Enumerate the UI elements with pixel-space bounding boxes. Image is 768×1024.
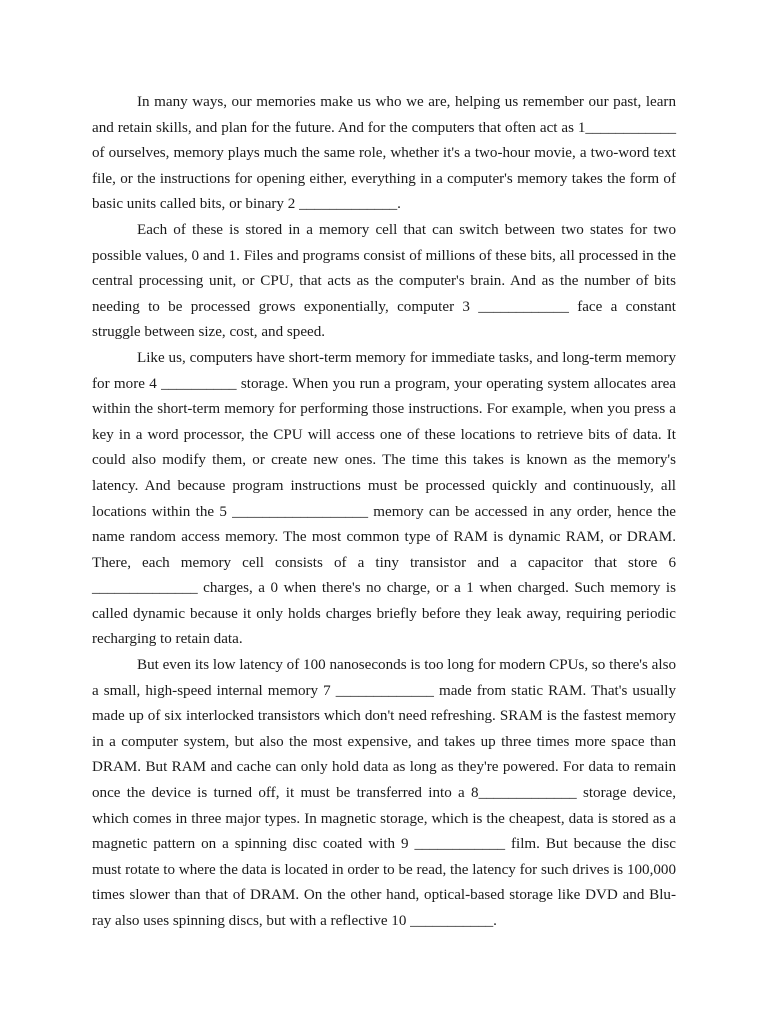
paragraph-2: Each of these is stored in a memory cell that can switch between two states for two possible values, 0 and 1. Files and programs consist of millions of these bits, all processed in the central processing unit, or CPU, that acts as the computer's brain. And as the number of bits needing to be processed grows exponentially, computer 3 ____________ face a constant struggle between size, cost, and speed. xyxy=(92,221,676,341)
document-page xyxy=(92,90,676,935)
paragraph-1: In many ways, our memories make us who we are, helping us remember our past, learn and retain skills, and plan for the future. And for the computers that often act as 1____________ of ourselves, memory plays much the same role, whether it's a two-hour movie, a two-word text file, or the instructions for opening either, everything in a computer's memory takes the form of basic units called bits, or binary 2 _____________. xyxy=(92,94,676,213)
paragraph-3: Like us, computers have short-term memory for immediate tasks, and long-term memory for more 4 __________ storage. When you run a program, your operating system allocates area within the short-term memory for performing those instructions. For example, when you press a key in a word processor, the CPU will access one of these locations to retrieve bits of data. It could also modify them, or create new ones. The time this takes is known as the memory's latency. And because program instructions must be processed quickly and continuously, all locations within the 5 __________________ memory can be accessed in any order, hence the name random access memory. The most common type of RAM is dynamic RAM, or DRAM. There, each memory cell consists of a tiny transistor and a capacitor that store 6 ______________ charges, a 0 when there's no charge, or a 1 when charged. Such memory is called dynamic because it only holds charges briefly before they leak away, requiring periodic recharging to retain data. xyxy=(92,349,676,648)
paragraph-4: But even its low latency of 100 nanoseconds is too long for modern CPUs, so there's also a small, high-speed internal memory 7 _____________ made from static RAM. That's usually made up of six interlocked transistors which don't need refreshing. SRAM is the fastest memory in a computer system, but also the most expensive, and takes up three times more space than DRAM. But RAM and cache can only hold data as long as they're powered. For data to remain once the device is turned off, it must be transferred into a 8_____________ storage device, which comes in three major types. In magnetic storage, which is the cheapest, data is stored as a magnetic pattern on a spinning disc coated with 9 ____________ film. But because the disc must rotate to where the data is located in order to be read, the latency for such drives is 100,000 times slower than that of DRAM. On the other hand, optical-based storage like DVD and Blu-ray also uses spinning discs, but with a reflective 10 ___________. xyxy=(92,657,676,929)
